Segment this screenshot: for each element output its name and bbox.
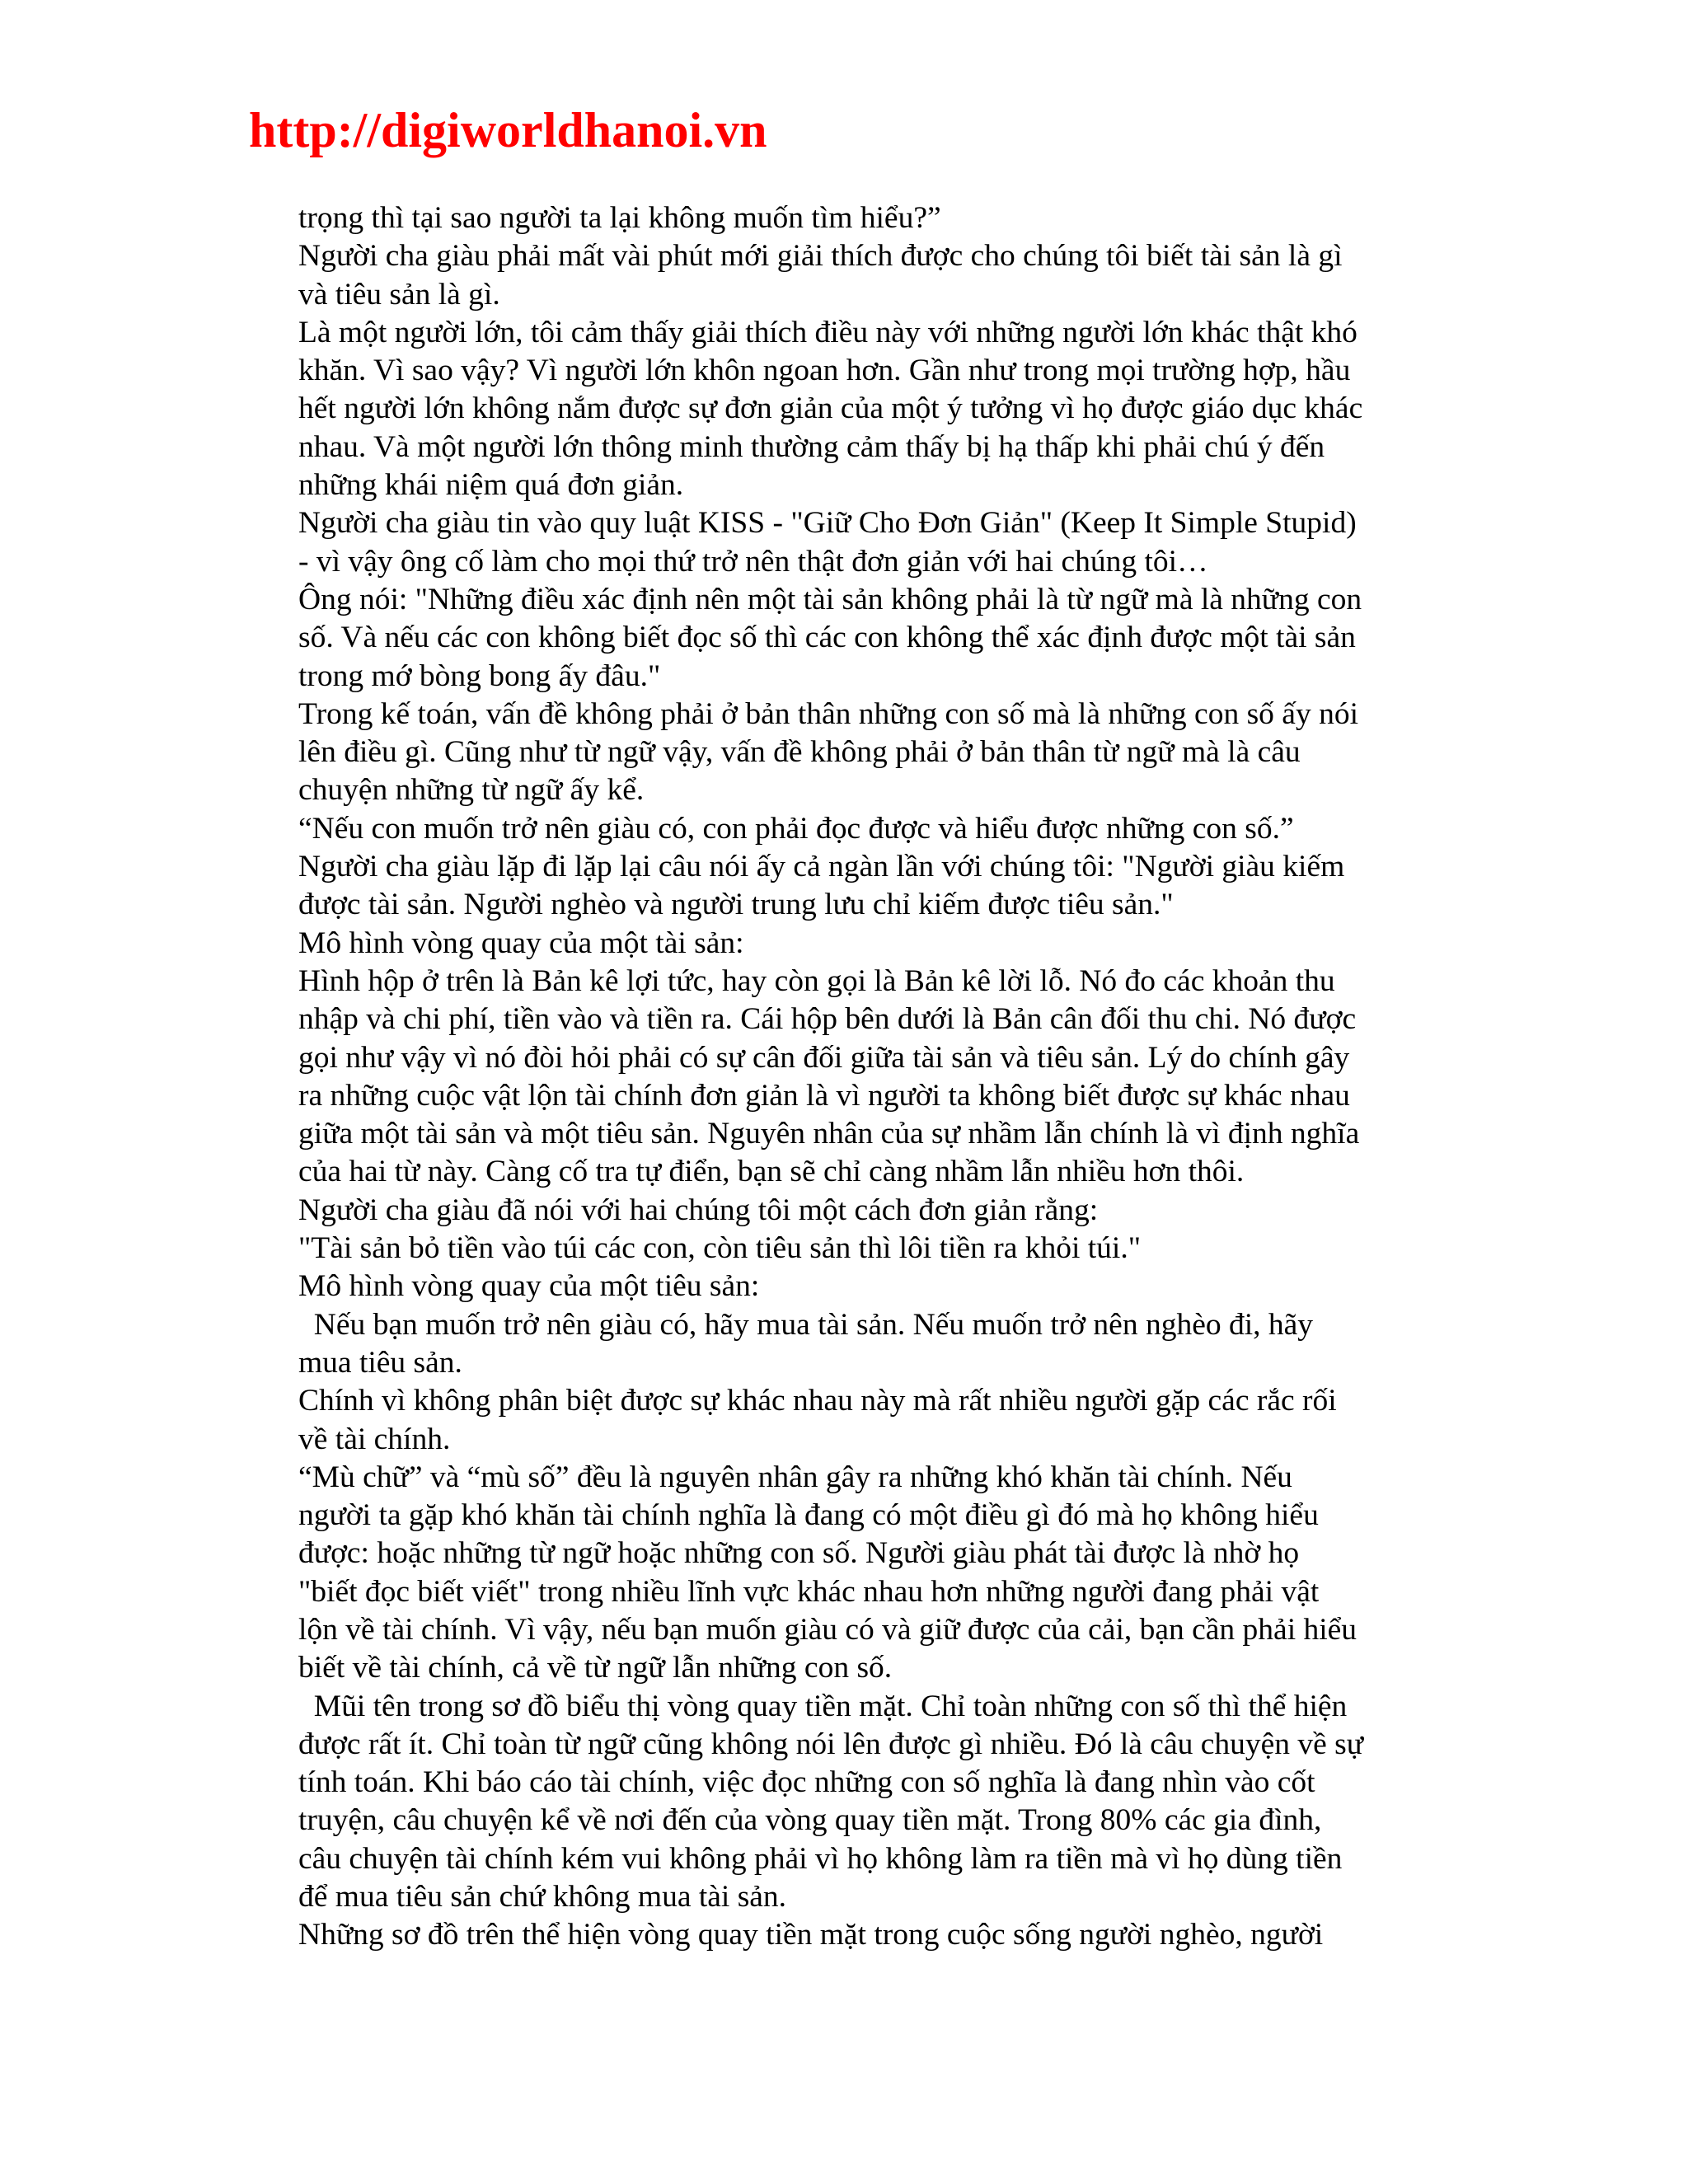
text-line: khăn. Vì sao vậy? Vì người lớn khôn ngoan hơn. Gần như trong mọi trường hợp, hầu: [298, 354, 1351, 388]
text-line: Mũi tên trong sơ đồ biểu thị vòng quay tiền mặt. Chỉ toàn những con số thì thể hiện: [298, 1689, 1348, 1723]
text-line: Hình hộp ở trên là Bản kê lợi tức, hay còn gọi là Bản kê lời lỗ. Nó đo các khoản thu: [298, 963, 1335, 998]
text-line: "biết đọc biết viết" trong nhiều lĩnh vực khác nhau hơn những người đang phải vật: [298, 1574, 1320, 1609]
text-line: người ta gặp khó khăn tài chính nghĩa là đang có một điều gì đó mà họ không hiểu: [298, 1498, 1319, 1533]
text-line: Ông nói: "Những điều xác định nên một tài sản không phải là từ ngữ mà là những con: [298, 582, 1362, 616]
text-line: Người cha giàu lặp đi lặp lại câu nói ấy cả ngàn lần với chúng tôi: "Người giàu kiếm: [298, 850, 1345, 884]
text-line: Chính vì không phân biệt được sự khác nhau này mà rất nhiều người gặp các rắc rối: [298, 1384, 1337, 1418]
site-url-header: http://digiworldhanoi.vn: [249, 103, 767, 157]
text-line: số. Và nếu các con không biết đọc số thì các con không thể xác định được một tài sản: [298, 621, 1356, 655]
text-line: nhập và chi phí, tiền vào và tiền ra. Cái hộp bên dưới là Bản cân đối thu chi. Nó được: [298, 1002, 1357, 1037]
text-line: và tiêu sản là gì.: [298, 277, 500, 312]
text-line: mua tiêu sản.: [298, 1345, 462, 1380]
text-line: Người cha giàu tin vào quy luật KISS - "Giữ Cho Đơn Giản" (Keep It Simple Stupid): [298, 506, 1357, 541]
text-line: của hai từ này. Càng cố tra tự điển, bạn sẽ chỉ càng nhầm lẫn nhiều hơn thôi.: [298, 1155, 1245, 1189]
text-line: tính toán. Khi báo cáo tài chính, việc đọc những con số nghĩa là đang nhìn vào cốt: [298, 1765, 1315, 1800]
text-line: được: hoặc những từ ngữ hoặc những con số. Người giàu phát tài được là nhờ họ: [298, 1536, 1300, 1571]
text-line: “Nếu con muốn trở nên giàu có, con phải đọc được và hiểu được những con số.”: [298, 811, 1294, 846]
text-line: biết về tài chính, cả về từ ngữ lẫn những con số.: [298, 1651, 893, 1685]
text-line: trong mớ bòng bong ấy đâu.": [298, 658, 661, 693]
text-line: Người cha giàu phải mất vài phút mới giải thích được cho chúng tôi biết tài sản là gì: [298, 239, 1343, 274]
text-line: Là một người lớn, tôi cảm thấy giải thích điều này với những người lớn khác thật khó: [298, 315, 1357, 349]
text-line: - vì vậy ông cố làm cho mọi thứ trở nên thật đơn giản với hai chúng tôi…: [298, 544, 1208, 579]
text-line: ra những cuộc vật lộn tài chính đơn giản là vì người ta không biết được sự khác nhau: [298, 1078, 1350, 1113]
text-line: Mô hình vòng quay của một tiêu sản:: [298, 1269, 760, 1304]
text-line: về tài chính.: [298, 1422, 451, 1456]
document-body: [298, 199, 1452, 1955]
text-line: gọi như vậy vì nó đòi hỏi phải có sự cân đối giữa tài sản và tiêu sản. Lý do chính gây: [298, 1040, 1350, 1075]
text-line: câu chuyện tài chính kém vui không phải vì họ không làm ra tiền mà vì họ dùng tiền: [298, 1841, 1343, 1876]
text-line: “Mù chữ” và “mù số” đều là nguyên nhân gây ra những khó khăn tài chính. Nếu: [298, 1460, 1292, 1494]
text-line: trọng thì tại sao người ta lại không muốn tìm hiểu?”: [298, 201, 941, 235]
text-line: truyện, câu chuyện kể về nơi đến của vòng quay tiền mặt. Trong 80% các gia đình,: [298, 1803, 1322, 1838]
text-line: hết người lớn không nắm được sự đơn giản của một ý tưởng vì họ được giáo dục khác: [298, 391, 1363, 426]
text-line: Những sơ đồ trên thể hiện vòng quay tiền mặt trong cuộc sống người nghèo, người: [298, 1918, 1324, 1952]
text-line: Người cha giàu đã nói với hai chúng tôi một cách đơn giản rằng:: [298, 1193, 1099, 1227]
text-line: Nếu bạn muốn trở nên giàu có, hãy mua tài sản. Nếu muốn trở nên nghèo đi, hãy: [298, 1307, 1314, 1342]
text-line: "Tài sản bỏ tiền vào túi các con, còn tiêu sản thì lôi tiền ra khỏi túi.": [298, 1231, 1142, 1266]
text-line: được tài sản. Người nghèo và người trung lưu chỉ kiếm được tiêu sản.": [298, 888, 1174, 922]
text-line: những khái niệm quá đơn giản.: [298, 468, 684, 503]
text-line: lên điều gì. Cũng như từ ngữ vậy, vấn đề không phải ở bản thân từ ngữ mà là câu: [298, 735, 1301, 770]
text-line: chuyện những từ ngữ ấy kể.: [298, 773, 645, 808]
text-line: nhau. Và một người lớn thông minh thường cảm thấy bị hạ thấp khi phải chú ý đến: [298, 429, 1325, 464]
text-line: Trong kế toán, vấn đề không phải ở bản thân những con số mà là những con số ấy nói: [298, 696, 1358, 731]
text-line: giữa một tài sản và một tiêu sản. Nguyên nhân của sự nhầm lẫn chính là vì định nghĩa: [298, 1117, 1360, 1151]
text-line: lộn về tài chính. Vì vậy, nếu bạn muốn giàu có và giữ được của cải, bạn cần phải hiểu: [298, 1612, 1357, 1647]
text-line: để mua tiêu sản chứ không mua tài sản.: [298, 1880, 787, 1915]
text-line: được rất ít. Chỉ toàn từ ngữ cũng không nói lên được gì nhiều. Đó là câu chuyện về sự: [298, 1727, 1364, 1761]
text-line: Mô hình vòng quay của một tài sản:: [298, 926, 744, 960]
